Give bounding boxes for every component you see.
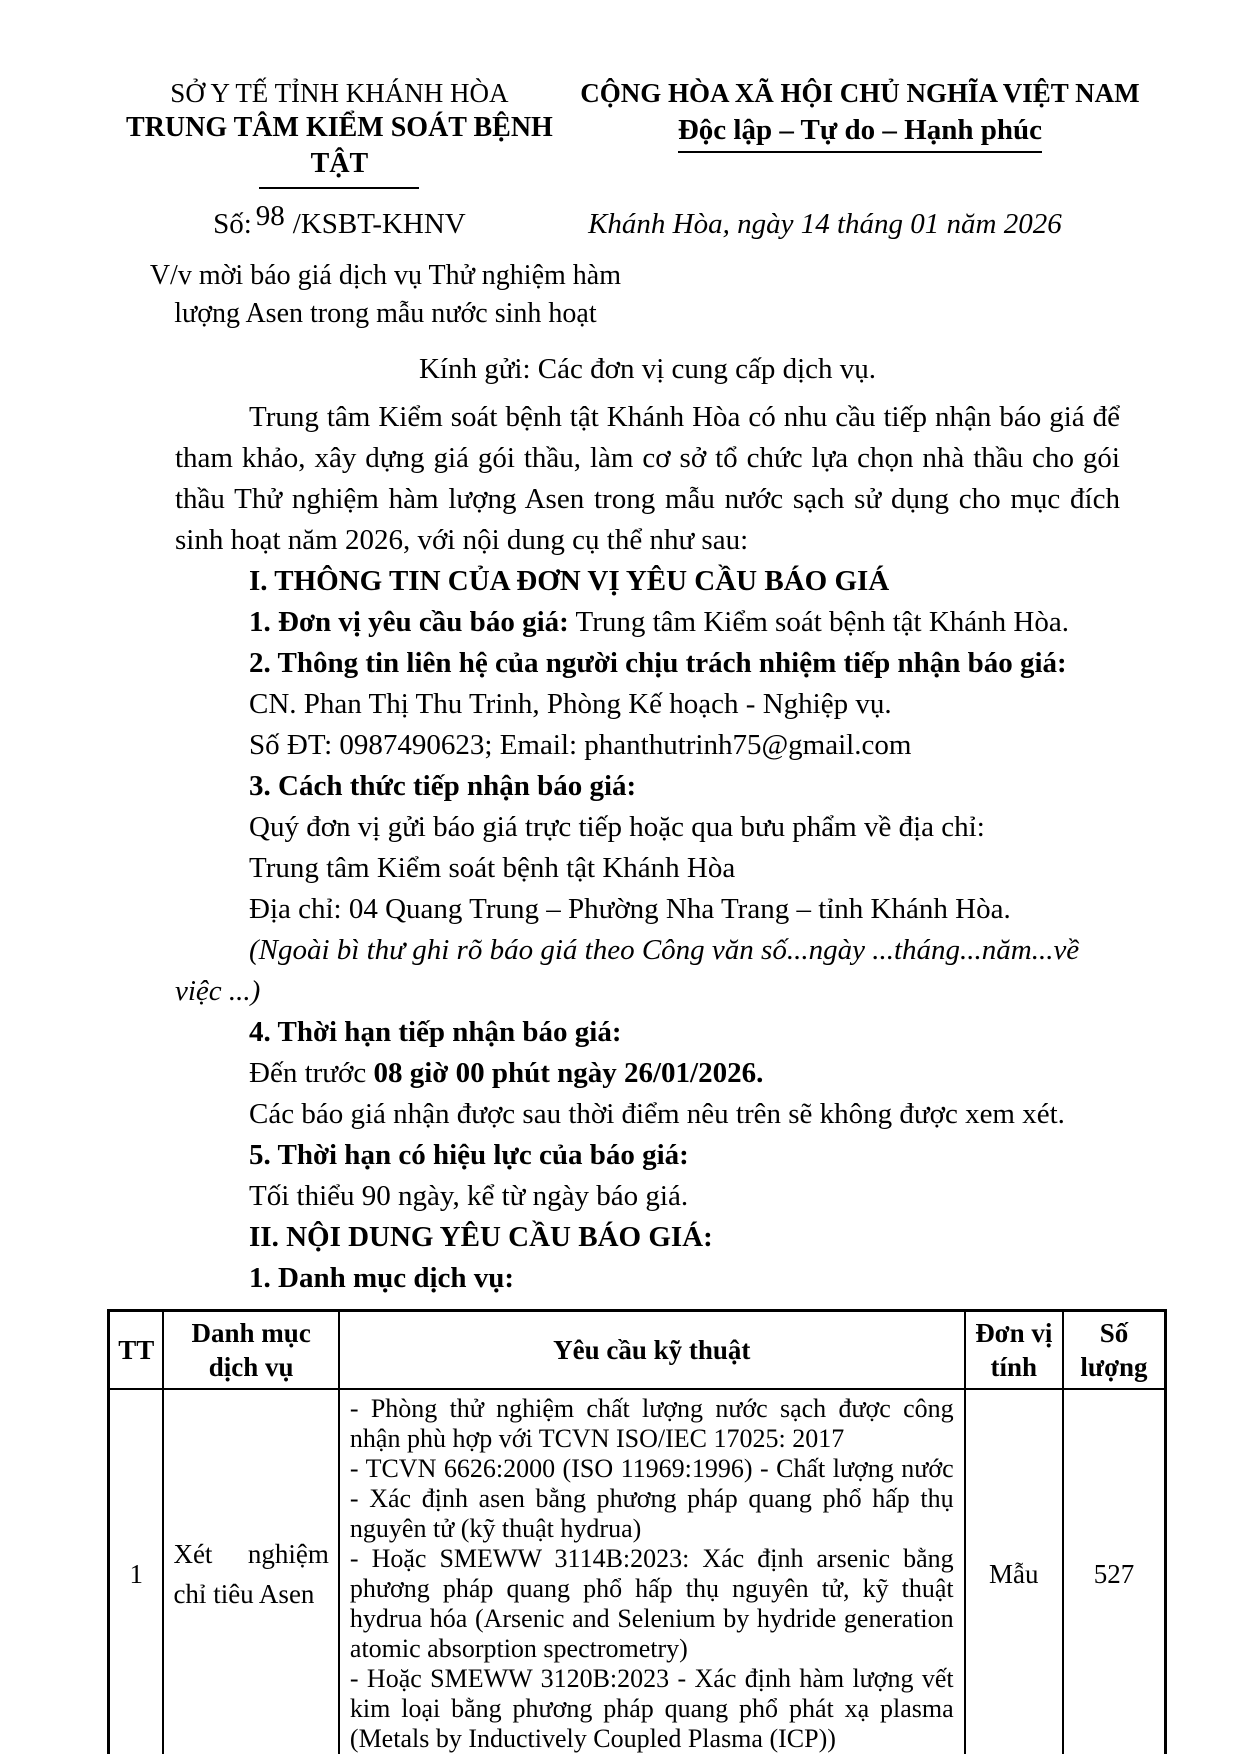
issuing-agency-name: TRUNG TÂM KIỂM SOÁT BỆNH TẬT [126, 112, 553, 179]
issuer-underline-rule [259, 187, 419, 189]
technical-requirement-item: - TCVN 6626:2000 (ISO 11969:1996) - Chất lượng nước - Xác định asen bằng phương pháp quang phổ hấp thụ nguyên tử (kỹ thuật hydrua) [349, 1454, 954, 1543]
item-4-prefix: Đến trước [249, 1057, 374, 1089]
item-4-deadline: 08 giờ 00 phút ngày 26/01/2026. [373, 1057, 764, 1089]
column-header-tt: TT [109, 1311, 164, 1390]
item-5-heading: 5. Thời hạn có hiệu lực của báo giá: [249, 1139, 689, 1171]
cell-quantity: 527 [1063, 1389, 1166, 1754]
subject-line-2: lượng Asen trong mẫu nước sinh hoạt [174, 298, 597, 329]
document-number-suffix: /KSBT-KHNV [292, 208, 466, 240]
item-3-line-2: Trung tâm Kiểm soát bệnh tật Khánh Hòa [249, 852, 736, 884]
national-title: CỘNG HÒA XÃ HỘI CHỦ NGHĨA VIỆT NAM [580, 78, 1140, 108]
section-i-heading: I. THÔNG TIN CỦA ĐƠN VỊ YÊU CẦU BÁO GIÁ [249, 565, 890, 597]
subject-line-1: V/v mời báo giá dịch vụ Thử nghiệm hàm [149, 260, 622, 291]
cell-unit: Mẫu [965, 1389, 1063, 1754]
letterhead [0, 76, 1241, 189]
item-3-heading: 3. Cách thức tiếp nhận báo giá: [249, 770, 637, 802]
item-4-heading: 4. Thời hạn tiếp nhận báo giá: [249, 1016, 622, 1048]
item-4-note: Các báo giá nhận được sau thời điểm nêu trên sẽ không được xem xét. [249, 1098, 1065, 1130]
item-4-deadline-line [175, 1053, 1120, 1094]
item-1-label: 1. Đơn vị yêu cầu báo giá: [249, 606, 569, 638]
meta-row [0, 200, 1241, 243]
contact-phone-email: Số ĐT: 0987490623; Email: phanthutrinh75@gmail.com [249, 729, 912, 761]
cell-technical-requirements [339, 1389, 965, 1754]
item-1-requesting-unit [175, 602, 1120, 643]
document-body [0, 397, 1241, 1754]
item-1-value: Trung tâm Kiểm soát bệnh tật Khánh Hòa. [575, 606, 1069, 638]
column-header-quantity: Số lượng [1063, 1311, 1166, 1390]
place-date-line: Khánh Hòa, ngày 14 tháng 01 năm 2026 [588, 208, 1062, 240]
cell-service-name: Xét nghiệm chỉ tiêu Asen [163, 1389, 338, 1754]
service-table [107, 1309, 1167, 1754]
document-number-value: 98 [255, 200, 285, 232]
cell-tt: 1 [109, 1389, 164, 1754]
item-3-line-1: Quý đơn vị gửi báo giá trực tiếp hoặc qua bưu phẩm về địa chỉ: [249, 811, 985, 843]
service-table-wrapper [107, 1309, 1167, 1754]
document-number-label: Số: [213, 208, 252, 240]
column-header-service: Danh mục dịch vụ [163, 1311, 338, 1390]
technical-requirement-item: - Hoặc SMEWW 3114B:2023: Xác định arsenic bằng phương pháp quang phổ hấp thụ nguyên tử, kỹ thuật hydrua hóa (Arsenic and Selenium by hydride generation atomic absorption spectrometry) [349, 1544, 954, 1663]
technical-requirement-item: - Phòng thử nghiệm chất lượng nước sạch được công nhận phù hợp với TCVN ISO/IEC 17025: 2017 [349, 1394, 954, 1453]
table-header-row [109, 1311, 1166, 1390]
document-number-line [100, 200, 579, 243]
service-list-subheading: 1. Danh mục dịch vụ: [249, 1262, 515, 1294]
contact-person: CN. Phan Thị Thu Trinh, Phòng Kế hoạch - Nghiệp vụ. [249, 688, 892, 720]
section-ii-heading: II. NỘI DUNG YÊU CẦU BÁO GIÁ: [249, 1221, 713, 1253]
item-3-address: Địa chỉ: 04 Quang Trung – Phường Nha Trang – tỉnh Khánh Hòa. [249, 893, 1011, 925]
table-row [109, 1389, 1166, 1754]
parent-agency-name: SỞ Y TẾ TỈNH KHÁNH HÒA [170, 78, 509, 108]
column-header-requirements: Yêu cầu kỹ thuật [339, 1311, 965, 1390]
technical-requirement-item: - Hoặc SMEWW 3120B:2023 - Xác định hàm lượng vết kim loại bằng phương pháp quang phổ phát xạ plasma (Metals by Inductively Coupled Plasma (ICP)) [349, 1664, 954, 1753]
subject-block [100, 257, 671, 333]
issuer-block [100, 76, 579, 189]
envelope-note: (Ngoài bì thư ghi rõ báo giá theo Công văn số...ngày ...tháng...năm...về việc ...) [175, 934, 1080, 1007]
national-header-block [579, 76, 1141, 189]
salutation: Kính gửi: Các đơn vị cung cấp dịch vụ. [418, 353, 877, 385]
intro-paragraph: Trung tâm Kiểm soát bệnh tật Khánh Hòa có nhu cầu tiếp nhận báo giá để tham khảo, xây dựng giá gói thầu, làm cơ sở tổ chức lựa chọn nhà thầu cho gói thầu Thử nghiệm hàm lượng Asen trong mẫu nước sạch sử dụng cho mục đích sinh hoạt năm 2026, với nội dung cụ thể như sau: [175, 401, 1120, 556]
column-header-unit: Đơn vị tính [965, 1311, 1063, 1390]
national-motto: Độc lập – Tự do – Hạnh phúc [678, 112, 1042, 153]
item-5-value: Tối thiểu 90 ngày, kể từ ngày báo giá. [249, 1180, 689, 1212]
item-2-contact-heading: 2. Thông tin liên hệ của người chịu trách nhiệm tiếp nhận báo giá: [249, 647, 1067, 679]
